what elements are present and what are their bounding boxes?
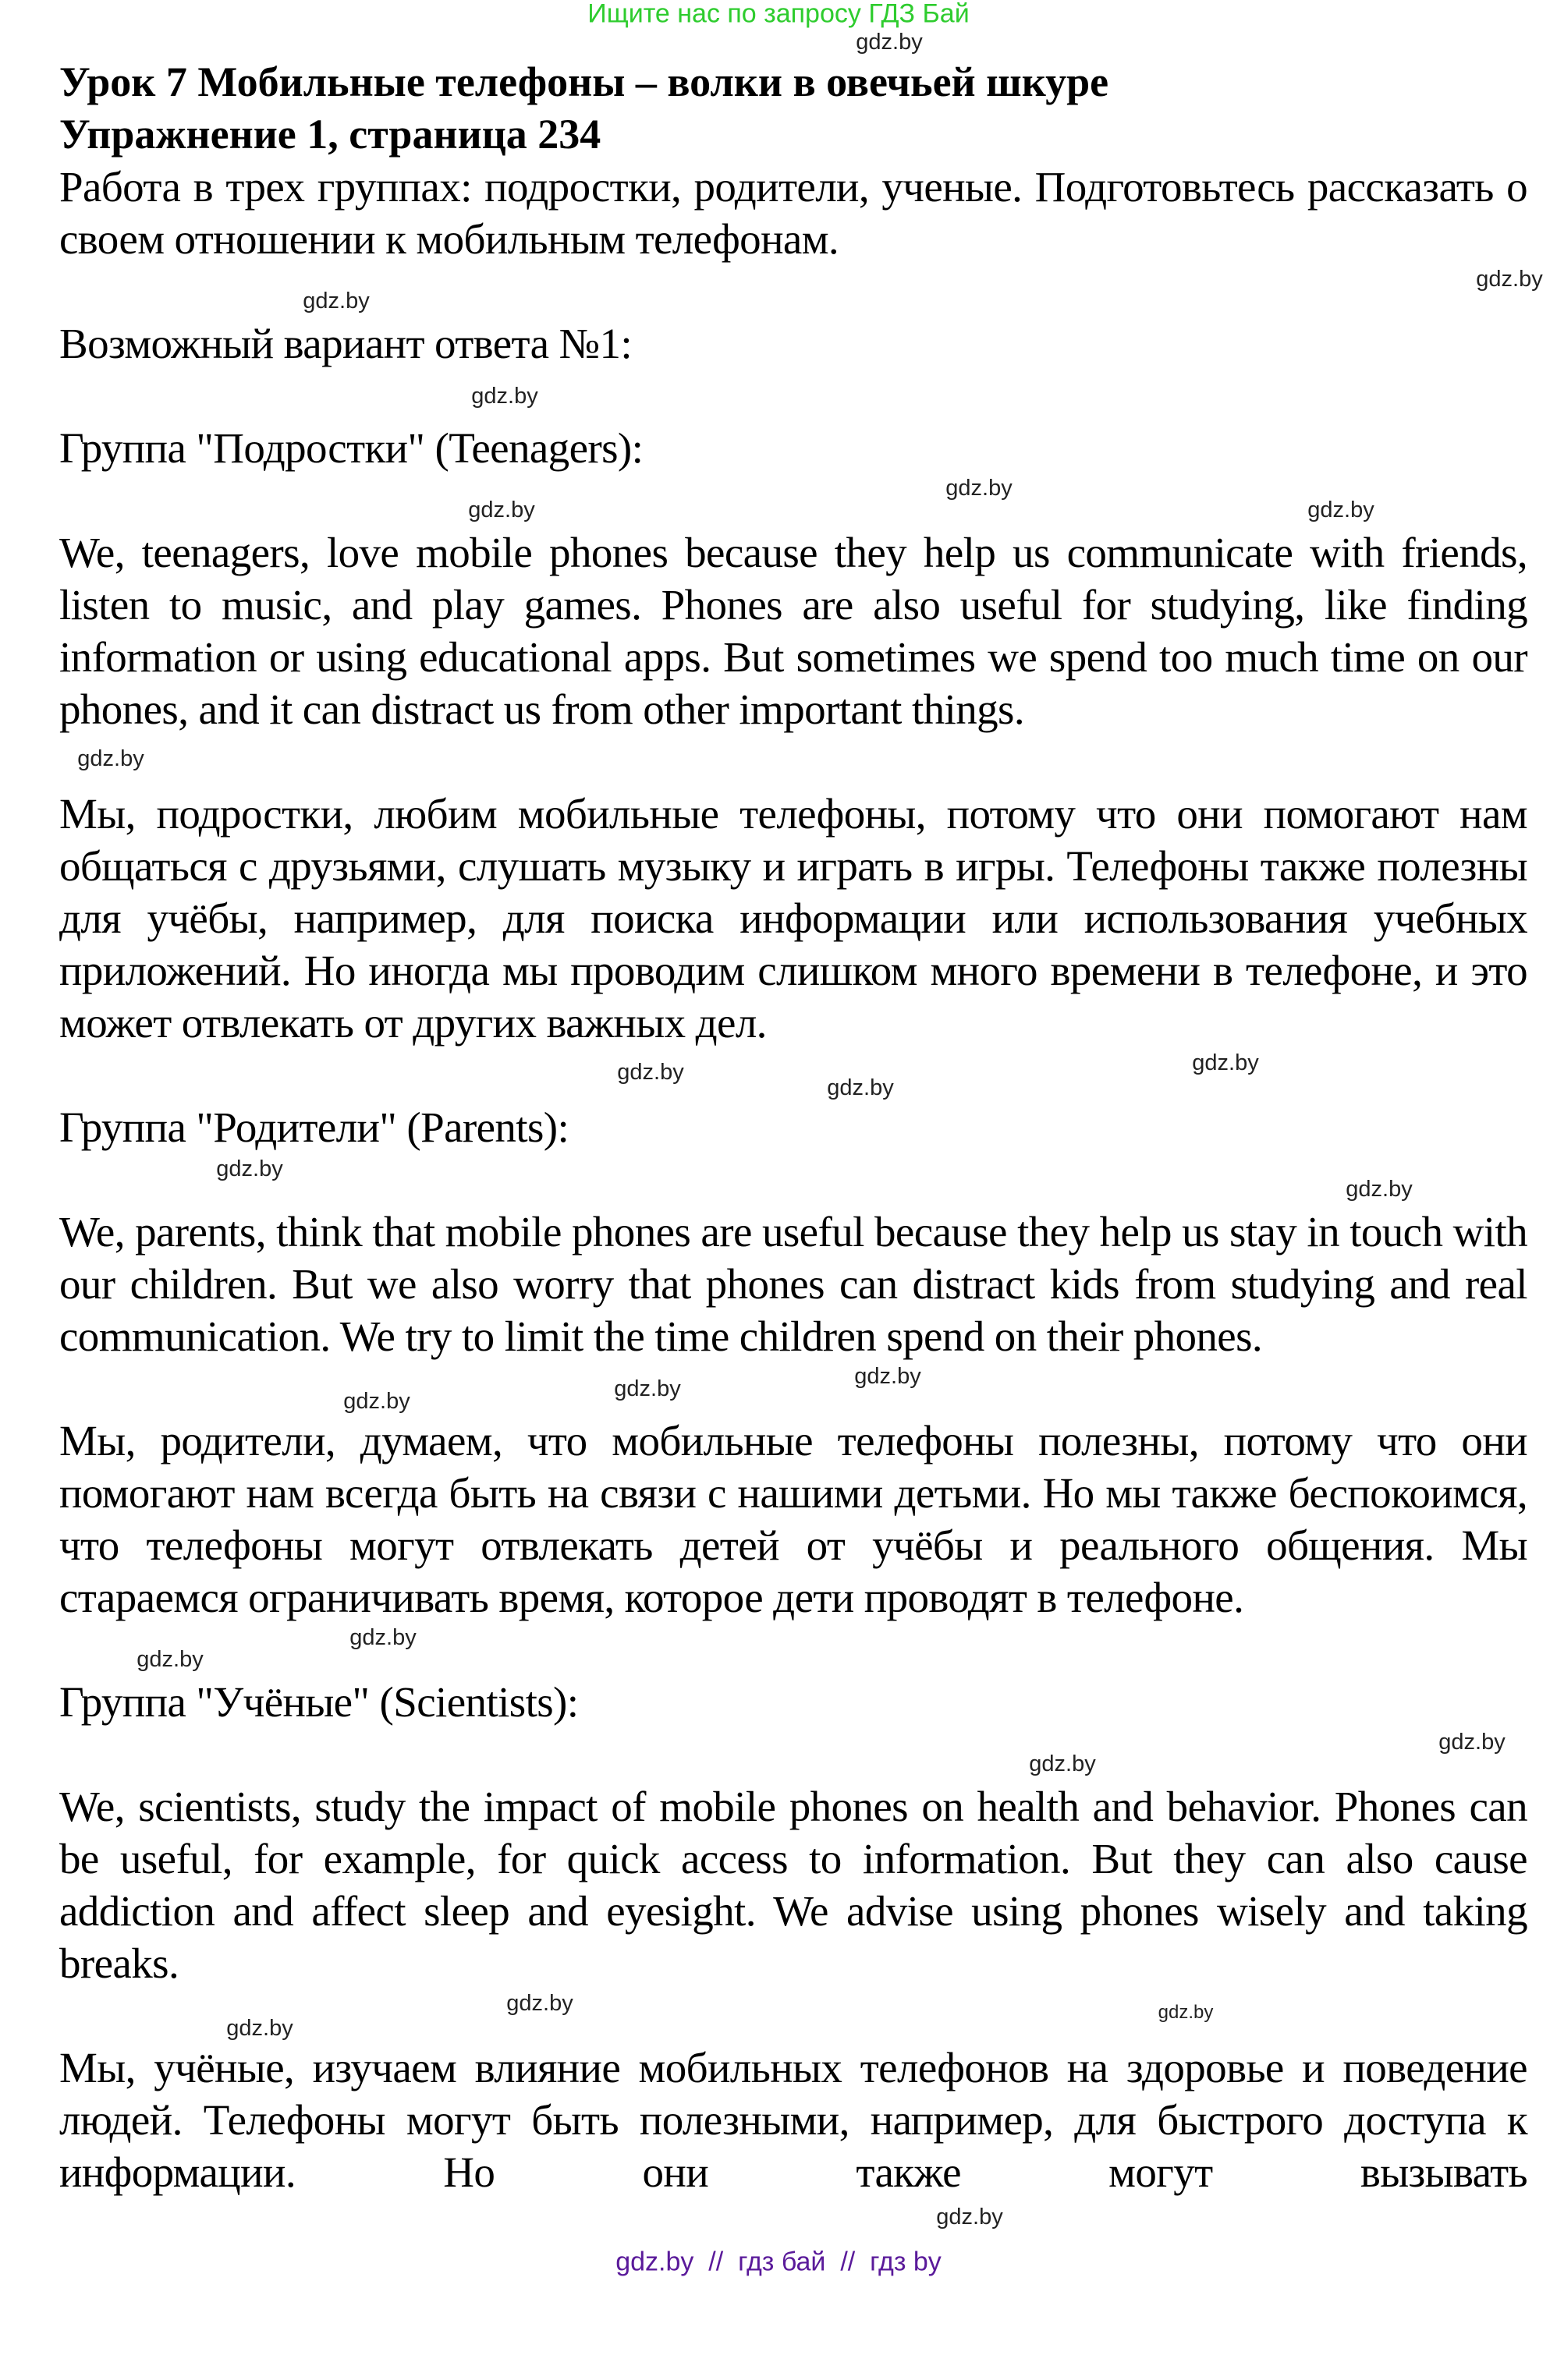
watermark: gdz.by (827, 1075, 894, 1100)
watermark: gdz.by (614, 1376, 681, 1401)
watermark: gdz.by (1346, 1177, 1413, 1202)
watermark: gdz.by (1438, 1730, 1506, 1755)
spacer (0, 1728, 1527, 1780)
page-header (0, 0, 1557, 56)
page-footer (0, 2198, 1527, 2284)
watermark: gdz.by (349, 1625, 417, 1650)
watermark: gdz.by (343, 1389, 410, 1414)
watermark: gdz.by (1307, 498, 1374, 522)
spacer (0, 1049, 1527, 1101)
watermark: gdz.by (1029, 1751, 1096, 1776)
spacer (0, 1153, 1527, 1206)
scientists-english: We, scientists, study the impact of mobile phones on health and behavior. Phones can be useful, for example, for quick access to information. But they can also cause addiction and affect sleep and eyesight. We advise using phones wisely and taking breaks. (59, 1783, 1527, 1987)
watermark: gdz.by (1192, 1050, 1259, 1075)
watermark: gdz.by (945, 476, 1013, 501)
task-text: Работа в трех группах: подростки, родители, ученые. Подготовьтесь рассказать о своем отношении к мобильным телефонам. (59, 163, 1527, 263)
spacer (0, 265, 1543, 317)
watermark: gdz.by (77, 746, 144, 771)
scientists-russian: Мы, учёные, изучаем влияние мобильных телефонов на здоровье и поведение людей. Телефоны могут быть полезными, например, для быстрого доступа к информации. Но они также могут вызывать (59, 2044, 1527, 2196)
teenagers-russian: Мы, подростки, любим мобильные телефоны, потому что они помогают нам общаться с друзьями, слушать музыку и играть в игры. Телефоны также полезны для учёбы, например, для поиска информации или использования учебных приложений. Но иногда мы проводим слишком много времени в телефоне, и это может отвлекать от других важных дел. (59, 790, 1527, 1047)
search-banner: Ищите нас по запросу ГДЗ Бай (587, 0, 970, 29)
watermark: gdz.by (936, 2205, 1003, 2229)
watermark: gdz.by (506, 1991, 573, 2016)
watermark: gdz.by (854, 1364, 921, 1389)
teenagers-english: We, teenagers, love mobile phones because they help us communicate with friends, listen to music, and play games. Phones are also useful for studying, like finding information or using educational apps. But sometimes we spend too much time on our phones, and it can distract us from other important things. (59, 529, 1527, 733)
watermark: gdz.by (617, 1060, 684, 1085)
spacer (0, 1362, 1527, 1415)
spacer (0, 474, 1527, 526)
spacer (0, 735, 1527, 788)
parents-english: We, parents, think that mobile phones are useful because they help us stay in touch with our children. But we also worry that phones can distract kids from studying and real communication. We try to limit the time children spend on their phones. (59, 1208, 1527, 1360)
watermark: gdz.by (226, 2016, 293, 2041)
watermark: gdz.by (303, 289, 370, 313)
spacer (0, 1624, 1527, 1676)
group-heading-parents: Группа "Родители" (Parents): (59, 1103, 569, 1151)
lesson-title: Урок 7 Мобильные телефоны – волки в овечьей шкуре (59, 58, 1109, 105)
group-heading-teenagers: Группа "Подростки" (Teenagers): (59, 424, 644, 472)
watermark: gdz.by (1158, 2002, 1214, 2023)
footer-links: gdz.by // гдз бай // гдз by (615, 2247, 942, 2277)
watermark: gdz.by (1476, 267, 1543, 292)
watermark: gdz.by (137, 1647, 204, 1672)
spacer (0, 370, 1527, 422)
watermark: gdz.by (468, 498, 535, 522)
spacer (0, 1989, 1527, 2042)
watermark: gdz.by (216, 1156, 283, 1181)
watermark: gdz.by (471, 384, 538, 409)
parents-russian: Мы, родители, думаем, что мобильные телефоны полезны, потому что они помогают нам всегда быть на связи с нашими детьми. Но мы также беспокоимся, что телефоны могут отвлекать детей от учёбы и реального общения. Мы стараемся ограничивать время, которое дети проводят в телефоне. (59, 1417, 1527, 1621)
group-heading-scientists: Группа "Учёные" (Scientists): (59, 1678, 579, 1726)
document-body (0, 56, 1557, 2284)
watermark: gdz.by (856, 30, 923, 55)
variant-label: Возможный вариант ответа №1: (59, 320, 633, 367)
exercise-title: Упражнение 1, страница 234 (59, 111, 601, 158)
